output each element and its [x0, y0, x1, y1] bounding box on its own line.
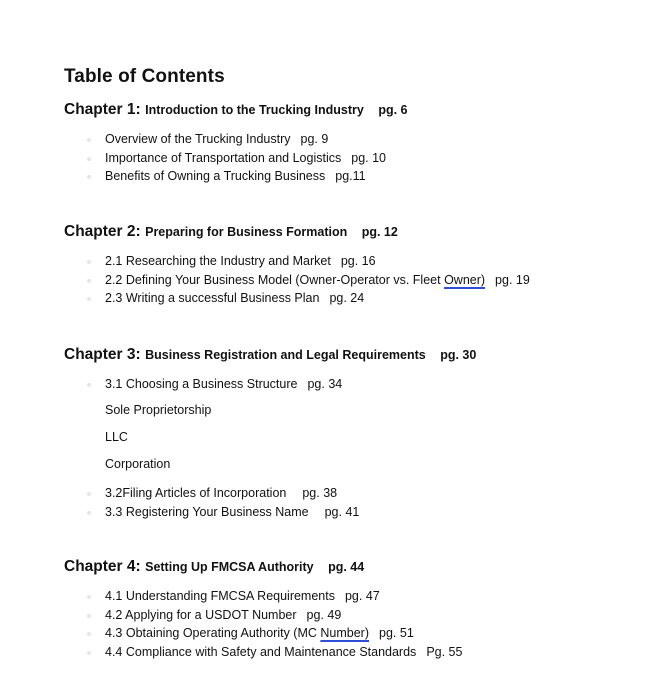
toc-item-page: pg. 34: [307, 377, 343, 391]
toc-item: [0, 643, 462, 662]
toc-item-page: pg.11: [335, 169, 366, 184]
toc-item: [0, 484, 359, 503]
toc-item-text: 4.4 Compliance with Safety and Maintenance Standards: [105, 644, 417, 659]
toc-item-text: 3.3 Registering Your Business Name: [105, 504, 309, 519]
toc-item: [0, 606, 462, 625]
toc-item: [0, 130, 386, 149]
toc-item: [0, 375, 342, 394]
chapter-2-list: [0, 252, 530, 308]
chapter-1-list: [0, 130, 386, 186]
toc-item: [0, 503, 359, 522]
chapter-page: pg. 12: [361, 225, 398, 239]
toc-item: [0, 587, 462, 606]
toc-item-text: 3.1 Choosing a Business Structure: [105, 377, 298, 391]
toc-item-text: Importance of Transportation and Logistics: [105, 150, 342, 165]
toc-item-page: pg. 47: [344, 589, 380, 603]
toc-item-text: 4.3 Obtaining Operating Authority (MC: [105, 626, 321, 641]
sub-item-sole-proprietorship: Sole Proprietorship: [105, 403, 212, 417]
chapter-1-heading: [64, 101, 407, 119]
chapter-label: Chapter 2:: [64, 223, 141, 240]
toc-title: Table of Contents: [64, 66, 225, 87]
chapter-label: Chapter 4:: [64, 558, 141, 575]
chapter-3-list: [0, 375, 342, 394]
toc-item-page: Pg. 55: [426, 644, 463, 659]
chapter-4-heading: [64, 558, 364, 576]
spellcheck-underlined-word[interactable]: Number): [320, 626, 370, 641]
chapter-title: Business Registration and Legal Requirements: [145, 348, 426, 362]
toc-item: [0, 149, 386, 168]
toc-item-page: pg. 38: [302, 486, 338, 500]
toc-item-page: pg. 24: [329, 291, 365, 306]
toc-item-text: 3.2Filing Articles of Incorporation: [105, 486, 287, 500]
toc-item-text: 2.2 Defining Your Business Model (Owner-Operator vs. Fleet: [105, 272, 445, 287]
toc-item-page: pg. 41: [324, 504, 360, 519]
toc-item-text: 4.2 Applying for a USDOT Number: [105, 607, 297, 622]
chapter-4-list: [0, 587, 462, 661]
toc-item-page: pg. 9: [300, 132, 329, 146]
chapter-page: pg. 44: [328, 560, 365, 574]
toc-item: [0, 271, 530, 290]
chapter-3-heading: [64, 346, 476, 364]
sub-item-corporation: Corporation: [105, 457, 171, 471]
chapter-label: Chapter 3:: [64, 346, 141, 363]
toc-item-page: pg. 16: [340, 254, 376, 268]
toc-item: [0, 289, 530, 308]
toc-item: [0, 252, 530, 271]
chapter-3-list-continued: [0, 484, 359, 521]
chapter-title: Preparing for Business Formation: [145, 225, 348, 239]
chapter-title: Introduction to the Trucking Industry: [145, 103, 364, 117]
toc-item-text: 2.1 Researching the Industry and Market: [105, 254, 331, 268]
toc-item: [0, 624, 462, 643]
toc-item-page: pg. 49: [306, 607, 342, 622]
toc-item-text: Benefits of Owning a Trucking Business: [105, 169, 326, 184]
toc-item-page: pg. 51: [379, 626, 414, 641]
toc-item-text: 4.1 Understanding FMCSA Requirements: [105, 589, 335, 603]
toc-item-page: pg. 19: [495, 272, 530, 287]
toc-item-text: 2.3 Writing a successful Business Plan: [105, 291, 320, 306]
chapter-label: Chapter 1:: [64, 101, 141, 118]
toc-item: [0, 167, 386, 186]
chapter-2-heading: [64, 223, 398, 241]
toc-item-text: Overview of the Trucking Industry: [105, 132, 291, 146]
chapter-title: Setting Up FMCSA Authority: [145, 560, 314, 574]
toc-item-page: pg. 10: [351, 150, 387, 165]
sub-item-llc: LLC: [105, 430, 128, 444]
chapter-page: pg. 6: [378, 103, 408, 117]
chapter-page: pg. 30: [440, 348, 477, 362]
spellcheck-underlined-word[interactable]: Owner): [444, 272, 486, 287]
